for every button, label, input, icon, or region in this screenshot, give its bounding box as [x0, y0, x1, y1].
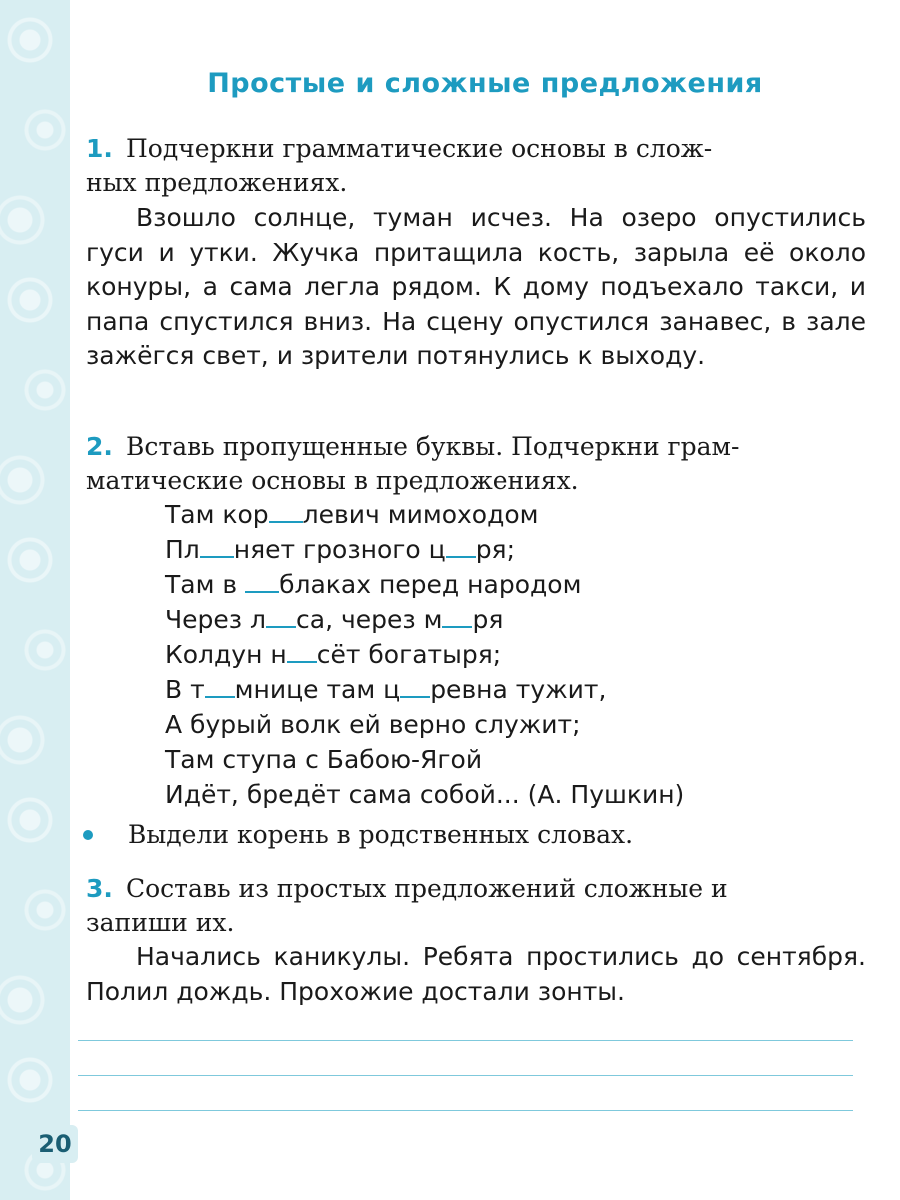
writing-line[interactable]	[78, 1075, 853, 1076]
poem-text: мнице там ц	[234, 675, 401, 704]
decorative-margin	[0, 0, 70, 1200]
exercise-3-task-line1: Составь из простых предложений сложные и	[126, 874, 728, 903]
exercise-1-text	[86, 201, 866, 374]
poem-line	[165, 532, 865, 567]
poem-text: сёт богатыря;	[316, 640, 502, 669]
poem-text: ревна тужит,	[430, 675, 607, 704]
poem-text: В т	[165, 675, 205, 704]
exercise-2-task-line2: матические основы в предложениях.	[86, 466, 579, 495]
exercise-1-task	[86, 132, 866, 200]
poem-text: ря	[472, 605, 504, 634]
poem-text: Пл	[165, 535, 200, 564]
blank-gap[interactable]	[269, 499, 303, 523]
exercise-2-task-line1: Вставь пропущенные буквы. Подчеркни грам-	[126, 432, 740, 461]
writing-line[interactable]	[78, 1110, 853, 1111]
exercise-3-number: 3.	[86, 874, 113, 903]
exercise-3-task	[86, 872, 866, 940]
poem-text: ря;	[475, 535, 516, 564]
blank-gap[interactable]	[266, 604, 296, 628]
poem-text: няет грозного ц	[233, 535, 446, 564]
poem-line: А бурый волк ей верно служит;	[165, 710, 581, 739]
poem-text: левич мимоходом	[302, 500, 539, 529]
page-title: Простые и сложные предложения	[207, 68, 763, 99]
blank-gap[interactable]	[200, 534, 234, 558]
writing-line[interactable]	[78, 1040, 853, 1041]
poem-text: Там в	[165, 570, 246, 599]
poem-line	[165, 637, 865, 672]
exercise-3-paragraph: Начались каникулы. Ребята простились до сентября. Полил дождь. Прохожие достали зонты.	[86, 942, 866, 1006]
exercise-2-bullet-task: Выдели корень в родственных словах.	[128, 820, 634, 849]
poem-text: Через л	[165, 605, 266, 634]
poem	[165, 497, 865, 812]
blank-gap[interactable]	[446, 534, 476, 558]
exercise-1-paragraph: Взошло солнце, туман исчез. На озеро опустились гуси и утки. Жучка притащила кость, зарыла её около конуры, а сама легла рядом. К дому подъехало такси, и папа спустился вниз. На сцену опустился занавес, в зале зажёгся свет, и зрители потянулись к выходу.	[86, 203, 866, 370]
poem-text: Там кор	[165, 500, 269, 529]
poem-line	[165, 497, 865, 532]
exercise-2-task	[86, 430, 866, 498]
exercise-1-task-line1: Подчеркни грамматические основы в слож-	[126, 134, 713, 163]
blank-gap[interactable]	[442, 604, 472, 628]
poem-line: Там ступа с Бабою-Ягой	[165, 745, 483, 774]
poem-line	[165, 672, 865, 707]
page-number: 20	[32, 1125, 78, 1163]
blank-gap[interactable]	[245, 569, 279, 593]
exercise-2-number: 2.	[86, 432, 113, 461]
blank-gap[interactable]	[400, 674, 430, 698]
bullet-icon	[83, 830, 93, 840]
blank-gap[interactable]	[287, 639, 317, 663]
exercise-3-task-line2: запиши их.	[86, 908, 235, 937]
poem-text: Колдун н	[165, 640, 287, 669]
poem-text: са, через м	[296, 605, 443, 634]
poem-line: Идёт, бредёт сама собой... (А. Пушкин)	[165, 780, 685, 809]
exercise-1-number: 1.	[86, 134, 113, 163]
blank-gap[interactable]	[205, 674, 235, 698]
exercise-1-task-line2: ных предложениях.	[86, 168, 348, 197]
exercise-3-text	[86, 940, 866, 1009]
poem-line	[165, 602, 865, 637]
poem-text: блаках перед народом	[279, 570, 582, 599]
poem-line	[165, 567, 865, 602]
